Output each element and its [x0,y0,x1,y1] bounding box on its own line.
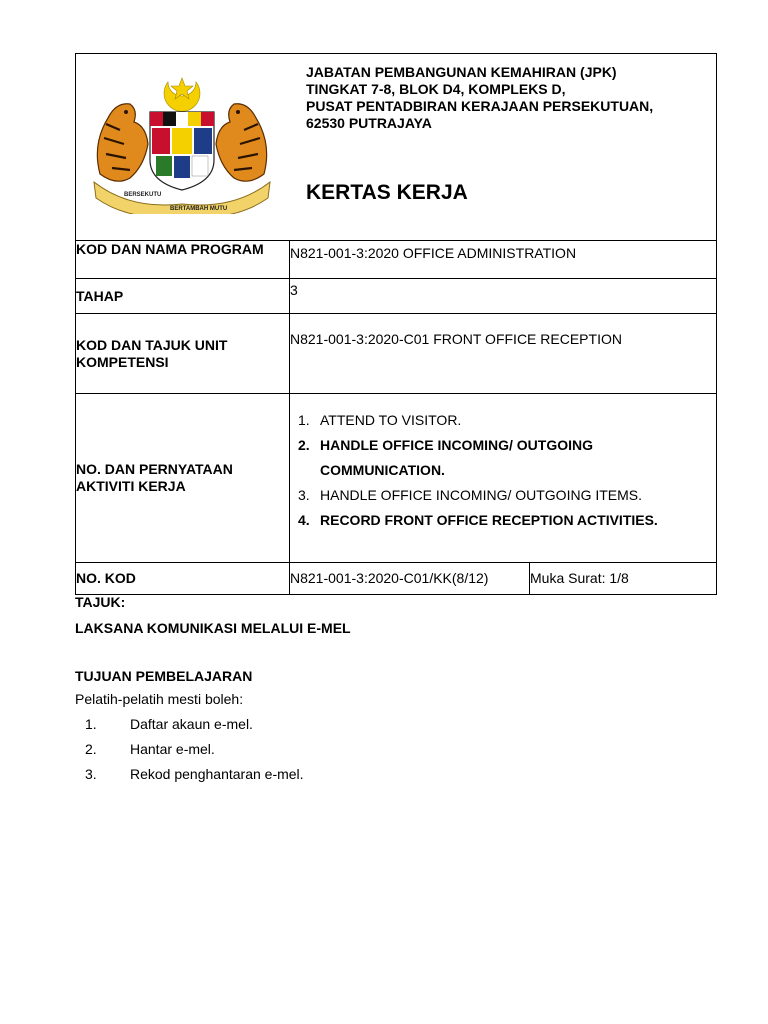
objective-intro: Pelatih-pelatih mesti boleh: [75,691,244,707]
program-label: KOD DAN NAMA PROGRAM [76,241,290,279]
topic-label: TAJUK: [75,594,126,610]
malaysia-coat-of-arms-icon [90,74,274,214]
form-sheet [75,53,716,595]
crest-motto-left: BERSEKUTU [124,192,162,198]
activity-list [290,394,716,533]
program-value: N821-001-3:2020 OFFICE ADMINISTRATION [290,241,717,279]
activity-item: 1. ATTEND TO VISITOR. [298,412,462,428]
objective-heading: TUJUAN PEMBELAJARAN [75,668,253,684]
page-number: Muka Surat: 1/8 [530,563,717,595]
level-value: 3 [290,279,717,314]
org-line: 62530 PUTRAJAYA [306,115,432,131]
code-label: NO. KOD [76,563,290,595]
activity-item: 3. HANDLE OFFICE INCOMING/ OUTGOING ITEMS. [298,487,643,503]
objective-item: 2. Hantar e-mel. [85,741,215,757]
org-line: JABATAN PEMBANGUNAN KEMAHIRAN (JPK) [306,64,617,80]
activity-list-cell [290,394,717,563]
unit-label: KOD DAN TAJUK UNIT KOMPETENSI [76,314,290,394]
topic-title: LAKSANA KOMUNIKASI MELALUI E-MEL [75,620,351,636]
document-title: KERTAS KERJA [306,181,468,204]
activity-item: 2. HANDLE OFFICE INCOMING/ OUTGOING COMMUNICATION. [298,437,593,478]
objective-list [75,712,716,787]
objective-item: 3. Rekod penghantaran e-mel. [85,766,304,782]
header-cell [76,54,717,241]
unit-value: N821-001-3:2020-C01 FRONT OFFICE RECEPTION [290,314,717,394]
activity-label: NO. DAN PERNYATAAN AKTIVITI KERJA [76,394,290,563]
level-label: TAHAP [76,279,290,314]
org-line: TINGKAT 7-8, BLOK D4, KOMPLEKS D, [306,81,566,97]
header-table [75,53,717,595]
org-line: PUSAT PENTADBIRAN KERAJAAN PERSEKUTUAN, [306,98,654,114]
code-value: N821-001-3:2020-C01/KK(8/12) [290,563,530,595]
document-body [75,594,716,787]
activity-item: 4. RECORD FRONT OFFICE RECEPTION ACTIVITIES. [298,512,658,528]
organization-address [306,64,653,132]
objective-item: 1. Daftar akaun e-mel. [85,716,253,732]
crest-motto-right: BERTAMBAH MUTU [170,206,228,212]
